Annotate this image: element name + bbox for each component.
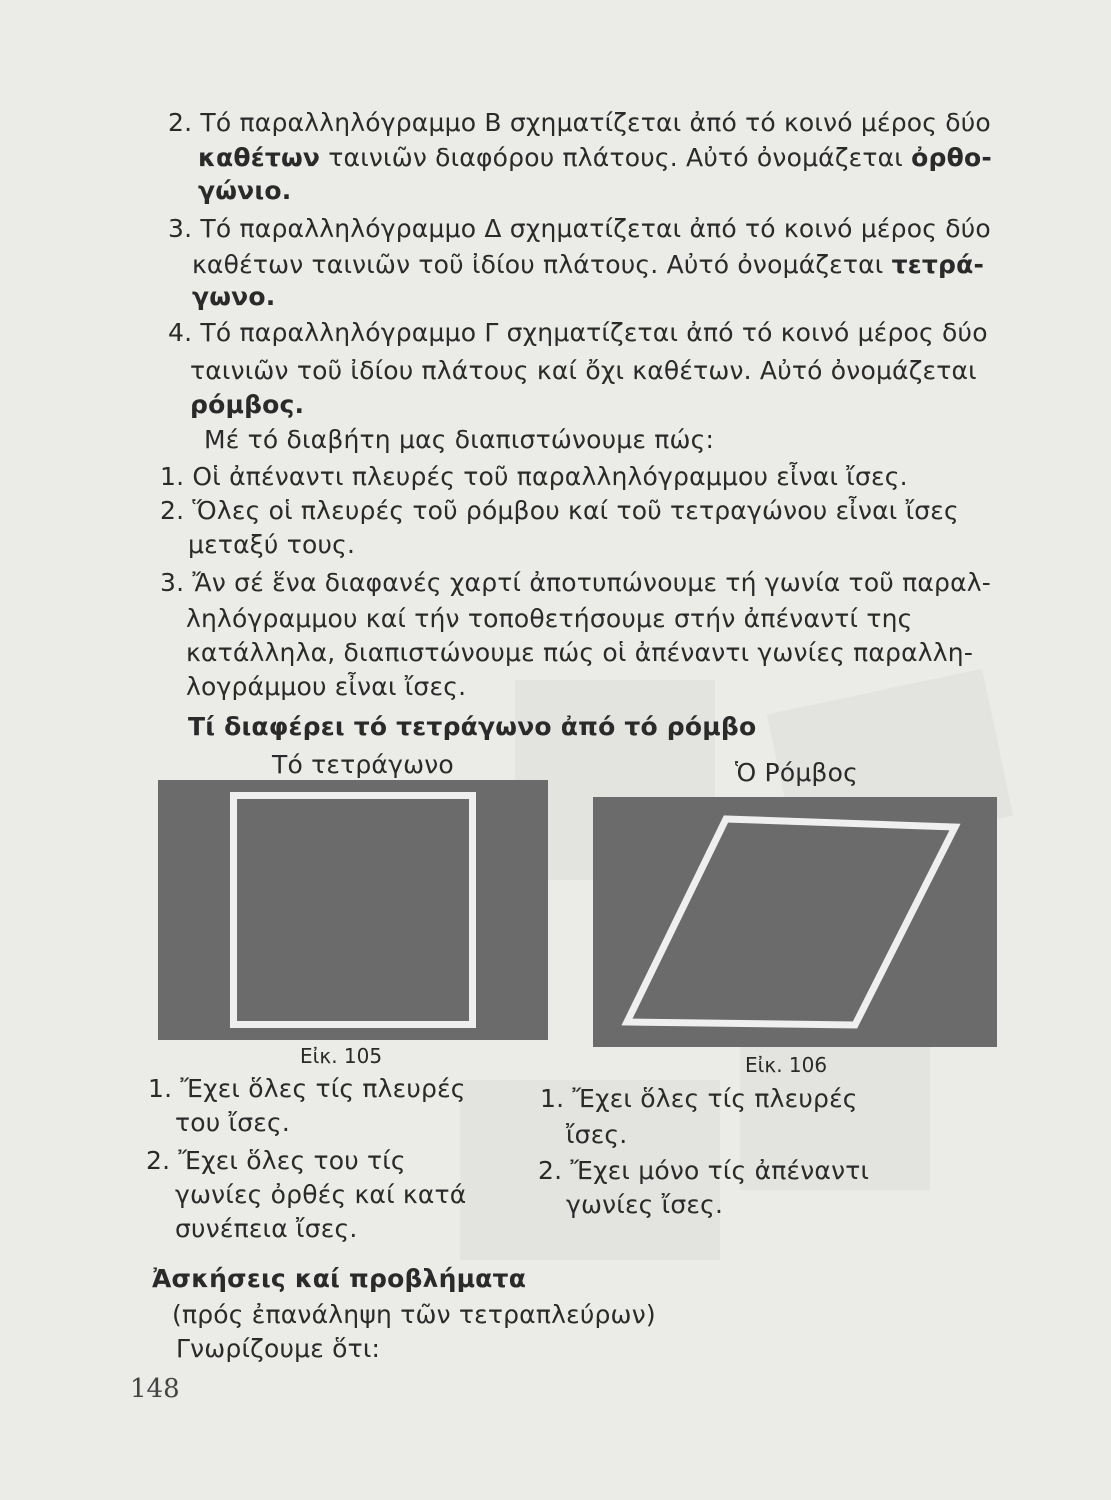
- finding-2-line-1: 2. Ὅλες οἱ πλευρές τοῦ ρόμβου καί τοῦ τετραγώνου εἶναι ἴσες: [160, 496, 959, 525]
- definition-3-line-1: 3. Τό παραλληλόγραμμο Δ σχηματίζεται ἀπό τό κοινό μέρος δύο: [168, 214, 991, 243]
- page-number: 148: [130, 1374, 180, 1404]
- square-figure: [158, 780, 548, 1040]
- square-property-2-line-2: γωνίες ὀρθές καί κατά: [175, 1180, 467, 1209]
- finding-2-line-2: μεταξύ τους.: [188, 530, 356, 559]
- definition-4-line-2: ταινιῶν τοῦ ἰδίου πλάτους καί ὄχι καθέτων. Αὐτό ὀνομάζεται: [190, 356, 977, 385]
- definition-4-line-1: 4. Τό παραλληλόγραμμο Γ σχηματίζεται ἀπό τό κοινό μέρος δύο: [168, 318, 988, 347]
- rhombus-property-1-line-1: 1. Ἔχει ὅλες τίς πλευρές: [540, 1084, 858, 1113]
- square-property-2-line-3: συνέπεια ἴσες.: [175, 1214, 358, 1243]
- definition-2-line-1: 2. Τό παραλληλόγραμμο Β σχηματίζεται ἀπό τό κοινό μέρος δύο: [168, 108, 991, 137]
- finding-3-line-3: κατάλληλα, διαπιστώνουμε πώς οἱ ἀπέναντι γωνίες παραλλη-: [186, 638, 974, 667]
- square-title: Τό τετράγωνο: [272, 750, 454, 779]
- square-outline: [230, 792, 476, 1028]
- rhombus-title: Ὁ Ρόμβος: [735, 758, 858, 787]
- exercises-title: Ἀσκήσεις καί προβλήματα: [152, 1264, 527, 1293]
- square-property-1-line-1: 1. Ἔχει ὅλες τίς πλευρές: [148, 1074, 466, 1103]
- square-property-1-line-2: του ἴσες.: [175, 1108, 290, 1137]
- rhombus-property-2-line-1: 2. Ἔχει μόνο τίς ἀπέναντι: [538, 1156, 870, 1185]
- finding-1: 1. Οἱ ἀπέναντι πλευρές τοῦ παραλληλόγραμμου εἶναι ἴσες.: [160, 462, 908, 491]
- figure-105-caption: Εἰκ. 105: [300, 1044, 383, 1068]
- compass-intro: Μέ τό διαβήτη μας διαπιστώνουμε πώς:: [204, 425, 715, 454]
- square-property-2-line-1: 2. Ἔχει ὅλες του τίς: [146, 1146, 406, 1175]
- rhombus-property-2-line-2: γωνίες ἴσες.: [566, 1190, 724, 1219]
- finding-3-line-1: 3. Ἄν σέ ἕνα διαφανές χαρτί ἀποτυπώνουμε τή γωνία τοῦ παραλ-: [160, 568, 992, 597]
- finding-3-line-4: λογράμμου εἶναι ἴσες.: [186, 672, 467, 701]
- exercises-subtitle: (πρός ἐπανάληψη τῶν τετραπλεύρων): [172, 1300, 656, 1329]
- finding-3-line-2: ληλόγραμμου καί τήν τοποθετήσουμε στήν ἀπέναντί της: [186, 604, 913, 633]
- definition-2-line-3: γώνιο.: [198, 176, 292, 205]
- exercises-intro: Γνωρίζουμε ὅτι:: [176, 1334, 381, 1363]
- figure-106-caption: Εἰκ. 106: [745, 1053, 828, 1077]
- rhombus-figure-background: [593, 797, 997, 1047]
- rhombus-figure: [593, 797, 997, 1047]
- definition-4-line-3: ρόμβος.: [190, 390, 305, 419]
- definition-2-line-2: καθέτων ταινιῶν διαφόρου πλάτους. Αὐτό ὀνομάζεται ὀρθο-: [198, 143, 992, 172]
- rhombus-property-1-line-2: ἴσες.: [566, 1120, 628, 1149]
- definition-3-line-2: καθέτων ταινιῶν τοῦ ἰδίου πλάτους. Αὐτό ὀνομάζεται τετρά-: [192, 250, 985, 279]
- definition-3-line-3: γωνο.: [192, 282, 276, 311]
- comparison-heading: Τί διαφέρει τό τετράγωνο ἀπό τό ρόμβο: [188, 712, 757, 741]
